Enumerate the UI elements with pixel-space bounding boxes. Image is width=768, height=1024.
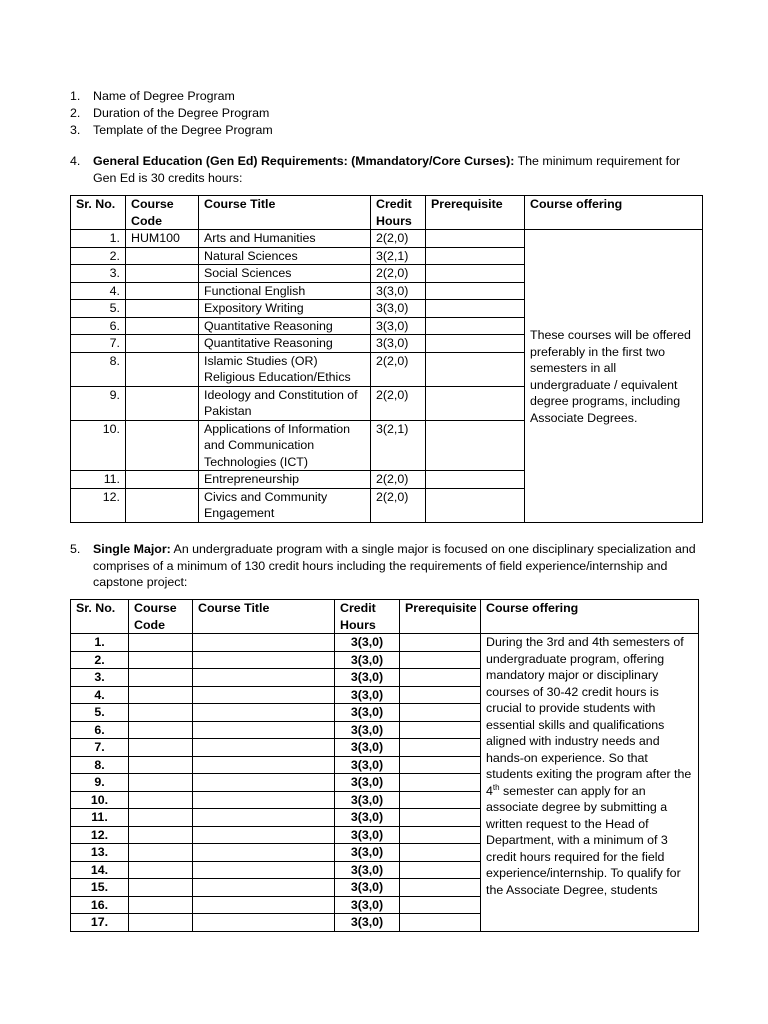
section-text: An undergraduate program with a single major is focused on one disciplinary specialization and comprises of a minimum of 130 credit hours including the requirements of field experience/internship and capstone project: [93,542,696,589]
sr-no-cell: 8. [71,352,126,386]
sr-no-cell: 9. [71,774,129,792]
credit-hours-cell: 3(3,0) [335,756,400,774]
prerequisite-cell [426,317,525,335]
course-code-cell [129,756,193,774]
course-code-cell [129,896,193,914]
course-code-cell [129,879,193,897]
course-code-cell [129,826,193,844]
section-heading: General Education (Gen Ed) Requirements: (Mmandatory/Core Curses): [93,154,515,168]
column-header: Credit Hours [335,600,400,634]
prerequisite-cell [400,861,481,879]
list-text: Duration of the Degree Program [93,105,270,120]
section-number: 4. [70,154,81,168]
course-code-cell [129,704,193,722]
course-code-cell [126,247,199,265]
credit-hours-cell: 3(3,0) [335,721,400,739]
course-title-cell: Quantitative Reasoning [199,335,371,353]
section-4-paragraph [70,153,698,186]
credit-hours-cell: 3(3,0) [335,844,400,862]
course-title-cell [193,704,335,722]
column-header: Sr. No. [71,196,126,230]
column-header: Course offering [481,600,699,634]
sr-no-cell: 12. [71,826,129,844]
course-code-cell [126,282,199,300]
course-title-cell: Natural Sciences [199,247,371,265]
list-number: 3. [70,122,81,137]
column-header: Course Title [193,600,335,634]
course-code-cell [126,317,199,335]
credit-hours-cell: 2(2,0) [371,471,426,489]
credit-hours-cell: 2(2,0) [371,230,426,248]
section-number: 5. [70,542,81,556]
course-code-cell [129,686,193,704]
credit-hours-cell: 3(3,0) [371,300,426,318]
prerequisite-cell [426,471,525,489]
course-title-cell [193,774,335,792]
sr-no-cell: 11. [71,809,129,827]
course-code-cell [126,420,199,471]
sr-no-cell: 7. [71,739,129,757]
prerequisite-cell [400,669,481,687]
course-code-cell [129,914,193,932]
sr-no-cell: 6. [71,721,129,739]
course-code-cell [126,265,199,283]
sr-no-cell: 7. [71,335,126,353]
prerequisite-cell [400,704,481,722]
course-code-cell: HUM100 [126,230,199,248]
course-code-cell [129,634,193,652]
course-title-cell: Social Sciences [199,265,371,283]
sr-no-cell: 16. [71,896,129,914]
sr-no-cell: 14. [71,861,129,879]
column-header: Credit Hours [371,196,426,230]
sr-no-cell: 1. [71,634,129,652]
credit-hours-cell: 3(3,0) [335,896,400,914]
prerequisite-cell [426,230,525,248]
prerequisite-cell [426,300,525,318]
sr-no-cell: 4. [71,282,126,300]
course-title-cell [193,879,335,897]
column-header: Course Code [129,600,193,634]
section-5-paragraph [70,541,698,591]
list-item [70,88,710,105]
prerequisite-cell [426,247,525,265]
course-code-cell [126,300,199,318]
section-text: The minimum requirement for Gen Ed is 30 credits hours: [93,154,681,185]
credit-hours-cell: 3(3,0) [335,686,400,704]
credit-hours-cell: 3(3,0) [335,914,400,932]
prerequisite-cell [400,896,481,914]
course-code-cell [129,721,193,739]
course-title-cell [193,686,335,704]
course-title-cell [193,756,335,774]
course-code-cell [126,335,199,353]
course-title-cell [193,634,335,652]
course-code-cell [129,844,193,862]
offering-text: During the 3rd and 4th semesters of undergraduate program, offering mandatory major or disciplinary courses of 30-42 credit hours is crucial to provide students with essential skills and qualifications aligned with industry needs and hands-on experience. So that students exiting the program after the 4 [486,635,692,798]
sr-no-cell: 11. [71,471,126,489]
prerequisite-cell [426,352,525,386]
table-header-row [71,196,703,230]
prerequisite-cell [426,386,525,420]
sr-no-cell: 17. [71,914,129,932]
sr-no-cell: 6. [71,317,126,335]
course-title-cell: Islamic Studies (OR) Religious Education/Ethics [199,352,371,386]
sr-no-cell: 5. [71,300,126,318]
credit-hours-cell: 3(3,0) [335,791,400,809]
course-offering-cell: These courses will be offered preferably in the first two semesters in all undergraduate / equivalent degree programs, including Associate Degrees. [525,230,703,523]
column-header: Course Title [199,196,371,230]
sr-no-cell: 9. [71,386,126,420]
prerequisite-cell [400,634,481,652]
column-header: Prerequisite [400,600,481,634]
course-title-cell: Quantitative Reasoning [199,317,371,335]
sr-no-cell: 8. [71,756,129,774]
prerequisite-cell [426,420,525,471]
sr-no-cell: 2. [71,247,126,265]
prerequisite-cell [426,265,525,283]
course-title-cell [193,669,335,687]
prerequisite-cell [400,651,481,669]
list-text: Template of the Degree Program [93,122,273,137]
list-number: 2. [70,105,81,120]
prerequisite-cell [426,335,525,353]
course-code-cell [129,739,193,757]
single-major-table [70,599,699,932]
section-heading: Single Major: [93,542,171,556]
credit-hours-cell: 3(3,0) [335,826,400,844]
prerequisite-cell [400,809,481,827]
credit-hours-cell: 2(2,0) [371,265,426,283]
column-header: Sr. No. [71,600,129,634]
credit-hours-cell: 3(3,0) [335,861,400,879]
offering-superscript: th [492,782,500,792]
credit-hours-cell: 3(3,0) [371,335,426,353]
course-title-cell: Arts and Humanities [199,230,371,248]
sr-no-cell: 3. [71,265,126,283]
prerequisite-cell [400,739,481,757]
credit-hours-cell: 3(3,0) [335,879,400,897]
credit-hours-cell: 3(3,0) [335,774,400,792]
course-title-cell [193,861,335,879]
table-row [71,634,699,652]
course-title-cell: Expository Writing [199,300,371,318]
sr-no-cell: 12. [71,488,126,522]
prerequisite-cell [400,721,481,739]
course-title-cell: Civics and Community Engagement [199,488,371,522]
course-offering-cell [481,634,699,932]
course-code-cell [129,669,193,687]
credit-hours-cell: 3(3,0) [371,282,426,300]
prerequisite-cell [400,879,481,897]
sr-no-cell: 13. [71,844,129,862]
list-item [70,105,710,122]
course-title-cell [193,739,335,757]
prerequisite-cell [400,914,481,932]
column-header: Course offering [525,196,703,230]
sr-no-cell: 15. [71,879,129,897]
prerequisite-cell [400,844,481,862]
course-title-cell [193,826,335,844]
prerequisite-cell [400,826,481,844]
sr-no-cell: 10. [71,420,126,471]
sr-no-cell: 4. [71,686,129,704]
course-code-cell [129,809,193,827]
sr-no-cell: 1. [71,230,126,248]
course-title-cell [193,721,335,739]
course-title-cell [193,896,335,914]
course-title-cell: Entrepreneurship [199,471,371,489]
course-title-cell [193,651,335,669]
course-code-cell [129,861,193,879]
offering-text: semester can apply for an associate degree by submitting a written request to the Head of Department, with a minimum of 3 credit hours required for the field experience/internship. To qualify for the Associate Degree, students [486,783,681,897]
table-row [71,230,703,248]
sr-no-cell: 3. [71,669,129,687]
course-title-cell: Applications of Information and Communication Technologies (ICT) [199,420,371,471]
credit-hours-cell: 3(3,0) [335,651,400,669]
course-code-cell [129,774,193,792]
course-title-cell [193,809,335,827]
course-title-cell: Ideology and Constitution of Pakistan [199,386,371,420]
prerequisite-cell [400,686,481,704]
sr-no-cell: 10. [71,791,129,809]
gen-ed-table [70,195,703,523]
prerequisite-cell [400,774,481,792]
sr-no-cell: 5. [71,704,129,722]
course-title-cell [193,844,335,862]
list-text: Name of Degree Program [93,89,235,103]
course-code-cell [126,386,199,420]
credit-hours-cell: 3(3,0) [335,809,400,827]
credit-hours-cell: 3(3,0) [371,317,426,335]
credit-hours-cell: 3(2,1) [371,247,426,265]
course-code-cell [126,471,199,489]
course-title-cell [193,914,335,932]
prerequisite-cell [400,756,481,774]
credit-hours-cell: 3(3,0) [335,704,400,722]
credit-hours-cell: 3(3,0) [335,669,400,687]
table-header-row [71,600,699,634]
credit-hours-cell: 3(3,0) [335,634,400,652]
course-code-cell [126,488,199,522]
sr-no-cell: 2. [71,651,129,669]
credit-hours-cell: 2(2,0) [371,488,426,522]
list-number: 1. [70,89,81,103]
credit-hours-cell: 2(2,0) [371,352,426,386]
course-code-cell [129,651,193,669]
intro-list [70,88,710,138]
credit-hours-cell: 3(3,0) [335,739,400,757]
course-title-cell [193,791,335,809]
prerequisite-cell [426,488,525,522]
list-item [70,122,710,139]
prerequisite-cell [400,791,481,809]
credit-hours-cell: 2(2,0) [371,386,426,420]
column-header: Course Code [126,196,199,230]
course-code-cell [129,791,193,809]
column-header: Prerequisite [426,196,525,230]
course-title-cell: Functional English [199,282,371,300]
prerequisite-cell [426,282,525,300]
credit-hours-cell: 3(2,1) [371,420,426,471]
course-code-cell [126,352,199,386]
